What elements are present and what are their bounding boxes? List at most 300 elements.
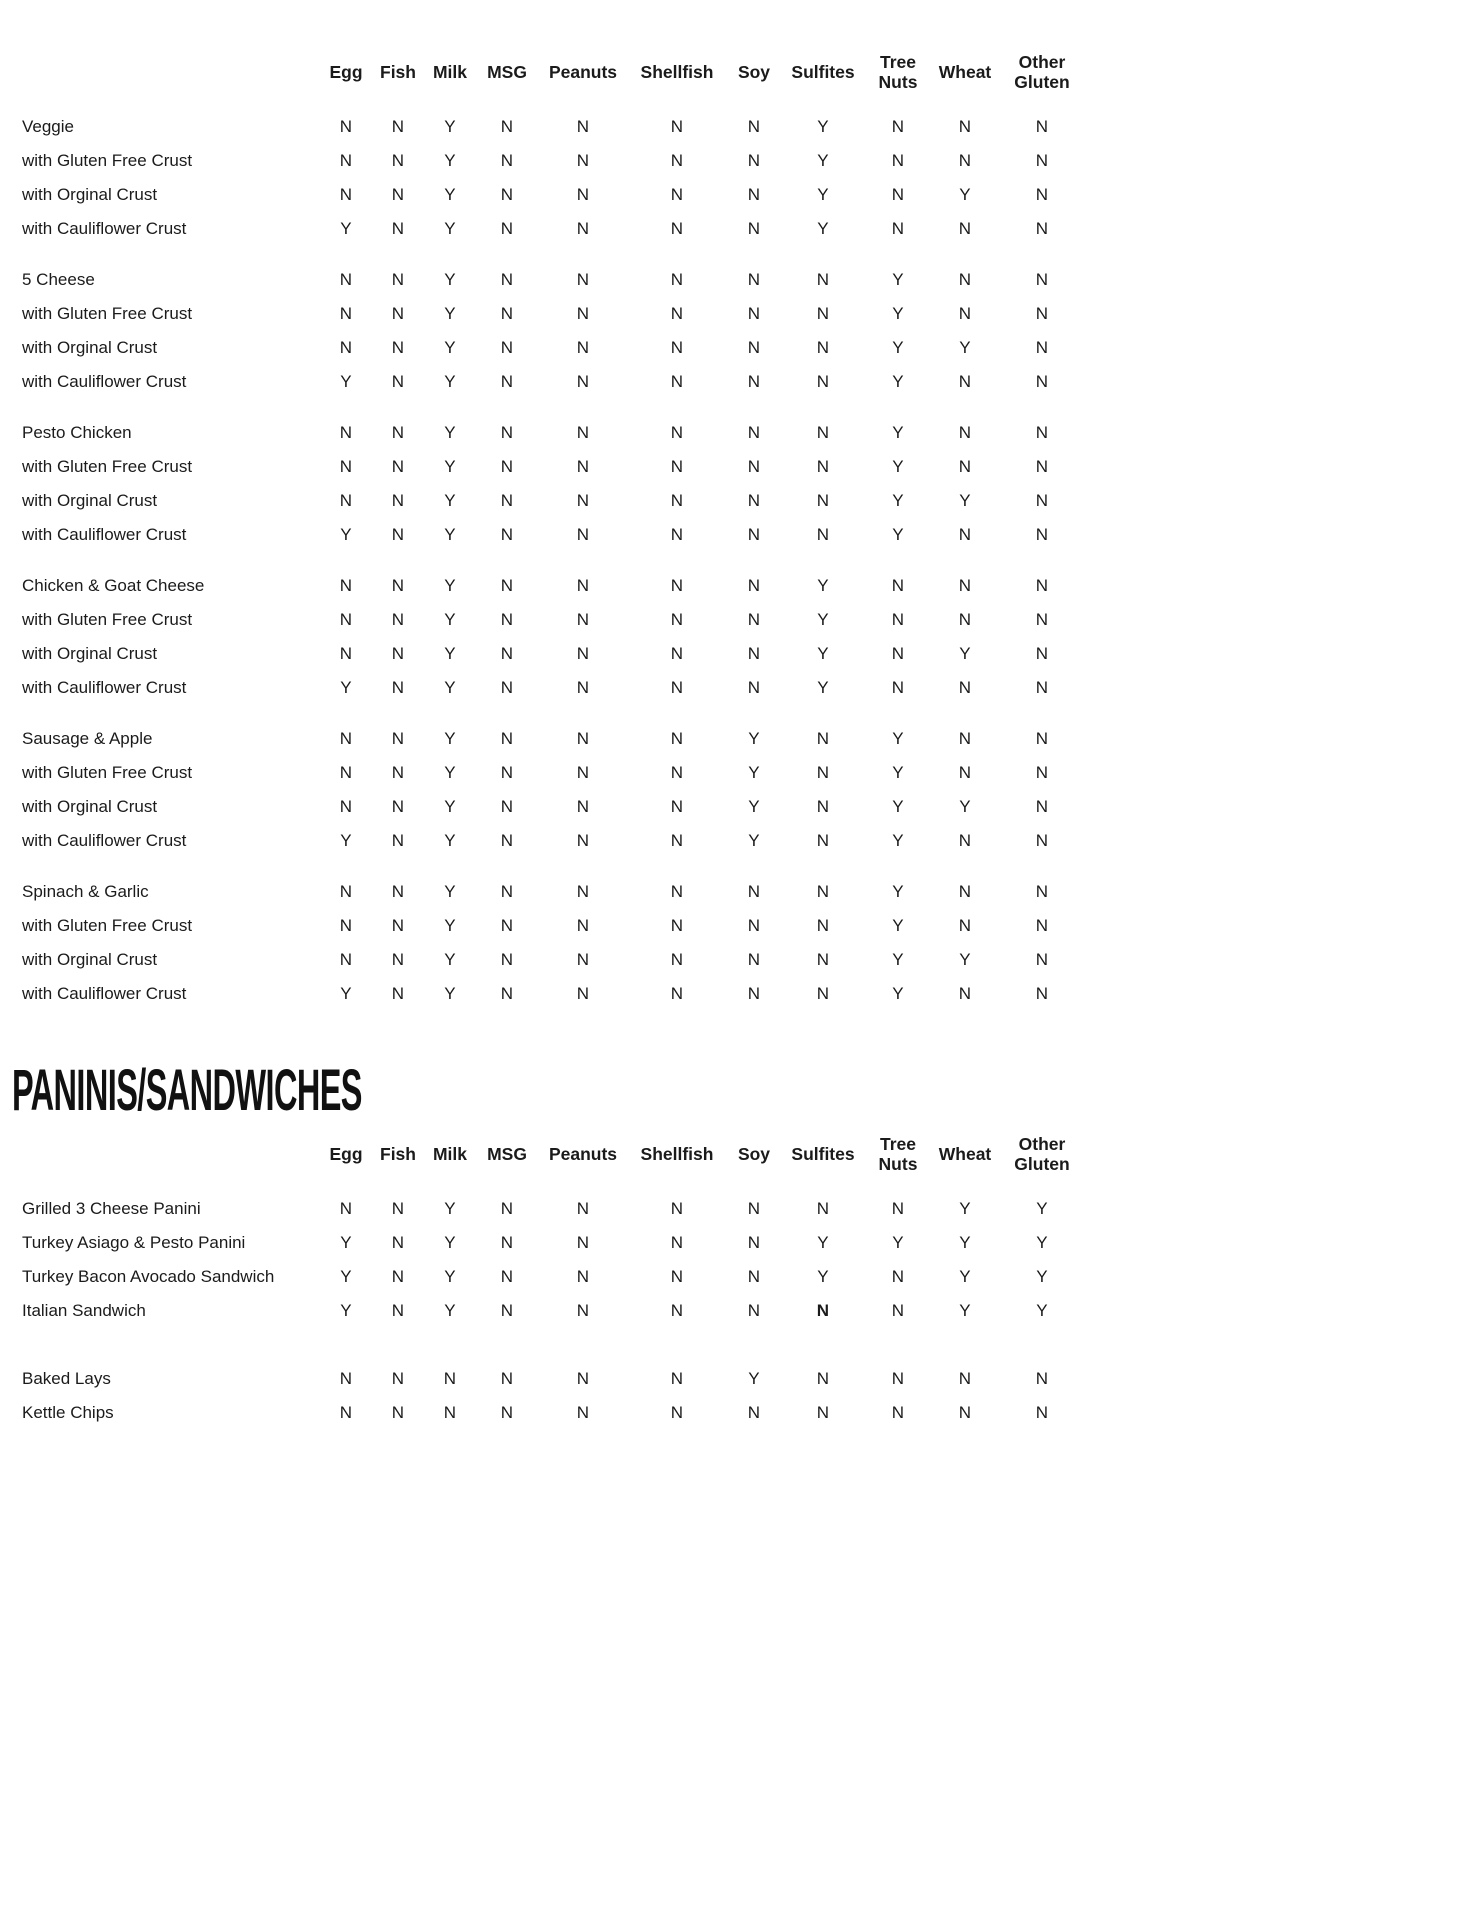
allergen-value: N [576, 338, 590, 357]
row-label: Spinach & Garlic [22, 882, 149, 901]
allergen-value: Y [444, 950, 456, 969]
row-label: Baked Lays [22, 1369, 111, 1388]
allergen-value: N [339, 1369, 353, 1388]
allergen-value: N [576, 372, 590, 391]
allergen-value: N [891, 644, 905, 663]
allergen-value: N [391, 423, 405, 442]
allergen-value: N [391, 678, 405, 697]
allergen-value: N [500, 576, 514, 595]
allergen-value: Y [817, 610, 829, 629]
row-label: with Orginal Crust [22, 338, 158, 357]
column-header-sulfites: Sulfites [791, 1144, 855, 1165]
allergen-value: N [500, 372, 514, 391]
allergen-value: N [339, 882, 353, 901]
allergen-value: N [391, 763, 405, 782]
allergen-value: N [500, 1301, 514, 1320]
table-row [20, 603, 1110, 637]
allergen-value: N [576, 797, 590, 816]
allergen-value: N [670, 797, 684, 816]
column-header-milk: Milk [432, 62, 468, 83]
allergen-value: N [500, 1233, 514, 1252]
column-header-fish: Fish [380, 62, 416, 83]
menu-item-group [20, 416, 1110, 552]
allergen-value: N [500, 1403, 514, 1422]
allergen-value: Y [959, 644, 971, 663]
column-header-wheat: Wheat [938, 62, 992, 83]
allergen-value: Y [817, 185, 829, 204]
row-label: with Gluten Free Crust [22, 610, 193, 629]
allergen-value: N [1035, 219, 1049, 238]
allergen-value: N [816, 372, 830, 391]
table-row [20, 297, 1110, 331]
allergen-value: Y [444, 304, 456, 323]
row-label: with Gluten Free Crust [22, 151, 193, 170]
allergen-value: N [747, 525, 761, 544]
allergen-value: N [747, 984, 761, 1003]
allergen-value: N [576, 1199, 590, 1218]
allergen-value: Y [748, 729, 760, 748]
row-label: with Orginal Crust [22, 797, 158, 816]
allergen-value: N [958, 916, 972, 935]
column-header-row [20, 1124, 1110, 1186]
table-row [20, 1192, 1110, 1226]
allergen-value: N [576, 423, 590, 442]
allergen-value: N [747, 457, 761, 476]
allergen-value: N [816, 831, 830, 850]
allergen-value: Y [444, 1233, 456, 1252]
allergen-value: N [670, 270, 684, 289]
allergen-value: Y [444, 491, 456, 510]
allergen-value: N [958, 219, 972, 238]
table-row [20, 756, 1110, 790]
allergen-value: N [391, 151, 405, 170]
allergen-value: N [891, 678, 905, 697]
allergen-value: N [500, 151, 514, 170]
allergen-value: N [816, 797, 830, 816]
allergen-value: Y [444, 882, 456, 901]
allergen-value: Y [444, 151, 456, 170]
allergen-value: Y [959, 1301, 971, 1320]
allergen-value: N [670, 729, 684, 748]
column-header-tree-nuts: Tree Nuts [878, 1134, 918, 1174]
allergen-value: N [576, 1403, 590, 1422]
allergen-value: Y [340, 678, 352, 697]
allergen-value: Y [444, 1199, 456, 1218]
menu-item-group [20, 569, 1110, 705]
allergen-value: N [958, 270, 972, 289]
allergen-value: Y [340, 1267, 352, 1286]
allergen-value: N [339, 1403, 353, 1422]
allergen-value: N [816, 763, 830, 782]
allergen-value: N [391, 984, 405, 1003]
allergen-value: N [958, 984, 972, 1003]
allergen-value: N [816, 916, 830, 935]
allergen-value: N [339, 270, 353, 289]
allergen-value: N [670, 151, 684, 170]
column-header-shellfish: Shellfish [640, 62, 714, 83]
allergen-value: Y [444, 644, 456, 663]
allergen-value: N [670, 1199, 684, 1218]
allergen-value: N [747, 1233, 761, 1252]
allergen-value: N [391, 1199, 405, 1218]
row-label: with Cauliflower Crust [22, 831, 187, 850]
allergen-value: N [958, 678, 972, 697]
allergen-value: Y [892, 338, 904, 357]
allergen-value: N [339, 763, 353, 782]
menu-item-group [20, 1362, 1110, 1430]
row-label: Turkey Bacon Avocado Sandwich [22, 1267, 275, 1286]
allergen-value: N [891, 1267, 905, 1286]
allergen-value: Y [817, 576, 829, 595]
allergen-value: N [500, 525, 514, 544]
allergen-value: Y [892, 491, 904, 510]
allergen-value: N [339, 797, 353, 816]
allergen-value: N [576, 678, 590, 697]
allergen-value: N [391, 831, 405, 850]
column-header-other-gluten: Other Gluten [1014, 52, 1070, 92]
allergen-value: N [1035, 372, 1049, 391]
allergen-value: N [670, 185, 684, 204]
allergen-value: N [816, 1199, 830, 1218]
allergen-value: N [339, 729, 353, 748]
allergen-value: N [391, 219, 405, 238]
allergen-value: N [670, 1369, 684, 1388]
row-label: with Orginal Crust [22, 185, 158, 204]
allergen-value: N [500, 423, 514, 442]
allergen-value: N [747, 1403, 761, 1422]
allergen-value: N [500, 491, 514, 510]
allergen-value: N [391, 1267, 405, 1286]
allergen-value: N [958, 423, 972, 442]
allergen-value: N [339, 423, 353, 442]
allergen-section [12, 1031, 1110, 1430]
table-row [20, 824, 1110, 858]
allergen-value: N [391, 457, 405, 476]
allergen-value: N [500, 1369, 514, 1388]
allergen-value: N [500, 644, 514, 663]
table-row [20, 977, 1110, 1011]
allergen-value: N [816, 338, 830, 357]
allergen-value: Y [959, 1199, 971, 1218]
allergen-value: N [747, 1199, 761, 1218]
allergen-value: N [670, 763, 684, 782]
column-header-msg: MSG [487, 1144, 527, 1165]
table-row [20, 943, 1110, 977]
allergen-value: Y [444, 763, 456, 782]
allergen-value: N [670, 576, 684, 595]
allergen-value: N [670, 338, 684, 357]
allergen-value: N [339, 644, 353, 663]
allergen-value: N [500, 219, 514, 238]
menu-item-group [20, 263, 1110, 399]
allergen-value: N [339, 491, 353, 510]
allergen-value: Y [444, 219, 456, 238]
column-header-egg: Egg [329, 62, 363, 83]
allergen-value: Y [892, 423, 904, 442]
allergen-value: N [958, 1369, 972, 1388]
allergen-value: N [816, 491, 830, 510]
allergen-value: N [500, 797, 514, 816]
allergen-value: N [391, 882, 405, 901]
allergen-value: N [391, 338, 405, 357]
table-row [20, 1362, 1110, 1396]
row-label: with Gluten Free Crust [22, 304, 193, 323]
allergen-value: Y [959, 1233, 971, 1252]
table-row [20, 875, 1110, 909]
allergen-value: N [391, 729, 405, 748]
allergen-value: N [1035, 270, 1049, 289]
allergen-value: N [339, 151, 353, 170]
allergen-value: Y [1036, 1199, 1048, 1218]
allergen-value: Y [817, 219, 829, 238]
allergen-value: N [891, 1369, 905, 1388]
allergen-value: N [670, 117, 684, 136]
allergen-value: N [670, 882, 684, 901]
allergen-value: N [576, 117, 590, 136]
table-row [20, 909, 1110, 943]
allergen-value: N [958, 304, 972, 323]
allergen-value: N [339, 304, 353, 323]
allergen-value: N [816, 1369, 830, 1388]
allergen-value: N [747, 644, 761, 663]
table-row [20, 1226, 1110, 1260]
allergen-value: Y [817, 1233, 829, 1252]
allergen-value: N [391, 797, 405, 816]
allergen-value: N [391, 1301, 405, 1320]
allergen-value: Y [748, 1369, 760, 1388]
allergen-value: N [1035, 678, 1049, 697]
allergen-value: Y [1036, 1233, 1048, 1252]
allergen-value: N [958, 151, 972, 170]
allergen-value: N [500, 1199, 514, 1218]
allergen-value: N [443, 1403, 457, 1422]
allergen-value: N [670, 610, 684, 629]
row-label: Grilled 3 Cheese Panini [22, 1199, 201, 1218]
allergen-value: Y [959, 338, 971, 357]
allergen-value: N [891, 185, 905, 204]
row-label: 5 Cheese [22, 270, 95, 289]
allergen-value: N [391, 304, 405, 323]
column-header-msg: MSG [487, 62, 527, 83]
allergen-value: Y [444, 1301, 456, 1320]
row-label: with Orginal Crust [22, 644, 158, 663]
column-header-row [20, 42, 1110, 104]
allergen-value: N [391, 576, 405, 595]
table-row [20, 110, 1110, 144]
allergen-value: N [1035, 338, 1049, 357]
allergen-value: N [391, 1233, 405, 1252]
allergen-value: N [747, 423, 761, 442]
allergen-value: N [747, 882, 761, 901]
allergen-value: N [391, 270, 405, 289]
allergen-value: N [1035, 117, 1049, 136]
allergen-value: N [670, 678, 684, 697]
column-header-wheat: Wheat [938, 1144, 992, 1165]
allergen-value: N [747, 1301, 761, 1320]
allergen-value: N [500, 185, 514, 204]
allergen-value: N [670, 423, 684, 442]
allergen-value: N [670, 219, 684, 238]
allergen-value: N [576, 950, 590, 969]
allergen-value: N [891, 151, 905, 170]
allergen-value: N [747, 678, 761, 697]
allergen-value: N [391, 1369, 405, 1388]
allergen-value: N [670, 1267, 684, 1286]
allergen-value: N [339, 1199, 353, 1218]
allergen-value: Y [444, 525, 456, 544]
allergen-value: N [1035, 763, 1049, 782]
allergen-value: N [958, 525, 972, 544]
allergen-value: N [500, 882, 514, 901]
allergen-value: N [670, 644, 684, 663]
allergen-value: N [670, 304, 684, 323]
allergen-value: Y [444, 916, 456, 935]
allergen-value: N [891, 1403, 905, 1422]
allergen-value: N [958, 1403, 972, 1422]
allergen-value: N [339, 950, 353, 969]
allergen-value: N [816, 423, 830, 442]
allergen-value: Y [340, 1233, 352, 1252]
allergen-value: Y [444, 1267, 456, 1286]
row-label: with Cauliflower Crust [22, 525, 187, 544]
allergen-value: N [391, 916, 405, 935]
allergen-value: N [500, 763, 514, 782]
allergen-value: N [816, 457, 830, 476]
allergen-value: N [391, 525, 405, 544]
allergen-value: Y [892, 882, 904, 901]
allergen-value: N [576, 831, 590, 850]
table-row [20, 484, 1110, 518]
allergen-value: N [747, 270, 761, 289]
row-label: with Cauliflower Crust [22, 219, 187, 238]
allergen-value: Y [892, 797, 904, 816]
allergen-value: N [958, 117, 972, 136]
allergen-value: N [1035, 729, 1049, 748]
allergen-value: Y [892, 372, 904, 391]
allergen-value: N [816, 1403, 830, 1422]
allergen-value: Y [892, 1233, 904, 1252]
table-row [20, 416, 1110, 450]
allergen-value: N [339, 457, 353, 476]
allergen-value: N [339, 916, 353, 935]
column-header-soy: Soy [737, 1144, 771, 1165]
allergen-value: N [670, 457, 684, 476]
allergen-value: Y [444, 117, 456, 136]
allergen-value: N [576, 270, 590, 289]
allergen-value: N [576, 576, 590, 595]
allergen-value: Y [1036, 1301, 1048, 1320]
allergen-value: N [1035, 423, 1049, 442]
allergen-value: N [576, 610, 590, 629]
row-label: with Cauliflower Crust [22, 372, 187, 391]
table-row [20, 518, 1110, 552]
allergen-value: N [958, 729, 972, 748]
allergen-value: N [500, 984, 514, 1003]
allergen-value: N [576, 1369, 590, 1388]
allergen-value: Y [444, 457, 456, 476]
allergen-value: Y [817, 151, 829, 170]
row-label: Pesto Chicken [22, 423, 132, 442]
allergen-value: N [1035, 1369, 1049, 1388]
allergen-value: N [1035, 831, 1049, 850]
allergen-value: Y [892, 457, 904, 476]
table-row [20, 263, 1110, 297]
allergen-value: N [576, 151, 590, 170]
allergen-value: Y [340, 1301, 352, 1320]
allergen-value: N [816, 984, 830, 1003]
allergen-value: N [576, 1267, 590, 1286]
allergen-value: Y [444, 372, 456, 391]
row-label: Chicken & Goat Cheese [22, 576, 205, 595]
allergen-value: N [958, 763, 972, 782]
allergen-value: N [391, 117, 405, 136]
allergen-value: Y [444, 270, 456, 289]
column-header-egg: Egg [329, 1144, 363, 1165]
allergen-value: N [670, 984, 684, 1003]
allergen-value: N [670, 491, 684, 510]
allergen-value: Y [444, 610, 456, 629]
allergen-value: N [958, 457, 972, 476]
allergen-value: N [1035, 984, 1049, 1003]
allergen-value: N [576, 763, 590, 782]
allergen-value: N [500, 457, 514, 476]
menu-item-group [20, 722, 1110, 858]
table-row [20, 450, 1110, 484]
allergen-value: N [339, 576, 353, 595]
allergen-value: N [1035, 185, 1049, 204]
allergen-value: N [500, 729, 514, 748]
allergen-value: Y [892, 916, 904, 935]
allergen-value: N [576, 525, 590, 544]
table-row [20, 637, 1110, 671]
allergen-value: Y [892, 984, 904, 1003]
column-header-shellfish: Shellfish [640, 1144, 714, 1165]
allergen-value: Y [959, 491, 971, 510]
allergen-value: N [958, 372, 972, 391]
allergen-value: N [576, 1233, 590, 1252]
row-label: with Orginal Crust [22, 491, 158, 510]
allergen-value: Y [444, 729, 456, 748]
allergen-value: Y [444, 831, 456, 850]
allergen-value: N [1035, 304, 1049, 323]
row-label: with Gluten Free Crust [22, 457, 193, 476]
column-header-other-gluten: Other Gluten [1014, 1134, 1070, 1174]
allergen-value: N [670, 525, 684, 544]
allergen-value: N [576, 882, 590, 901]
allergen-value: N [747, 304, 761, 323]
allergen-value: Y [1036, 1267, 1048, 1286]
allergen-value: N [576, 219, 590, 238]
allergen-value: N [670, 1233, 684, 1252]
allergen-value: Y [817, 117, 829, 136]
allergen-value: N [1035, 882, 1049, 901]
allergen-value: N [891, 610, 905, 629]
allergen-value: N [576, 984, 590, 1003]
row-label: with Cauliflower Crust [22, 678, 187, 697]
allergen-section [20, 42, 1110, 1011]
allergen-value: N [747, 610, 761, 629]
allergen-value: Y [444, 185, 456, 204]
allergen-value: N [958, 576, 972, 595]
allergen-value: N [500, 950, 514, 969]
column-header-fish: Fish [380, 1144, 416, 1165]
column-header-sulfites: Sulfites [791, 62, 855, 83]
allergen-value: N [816, 1301, 830, 1320]
allergen-value: N [391, 610, 405, 629]
allergen-value: Y [959, 1267, 971, 1286]
menu-item-group [20, 875, 1110, 1011]
row-label: Kettle Chips [22, 1403, 114, 1422]
